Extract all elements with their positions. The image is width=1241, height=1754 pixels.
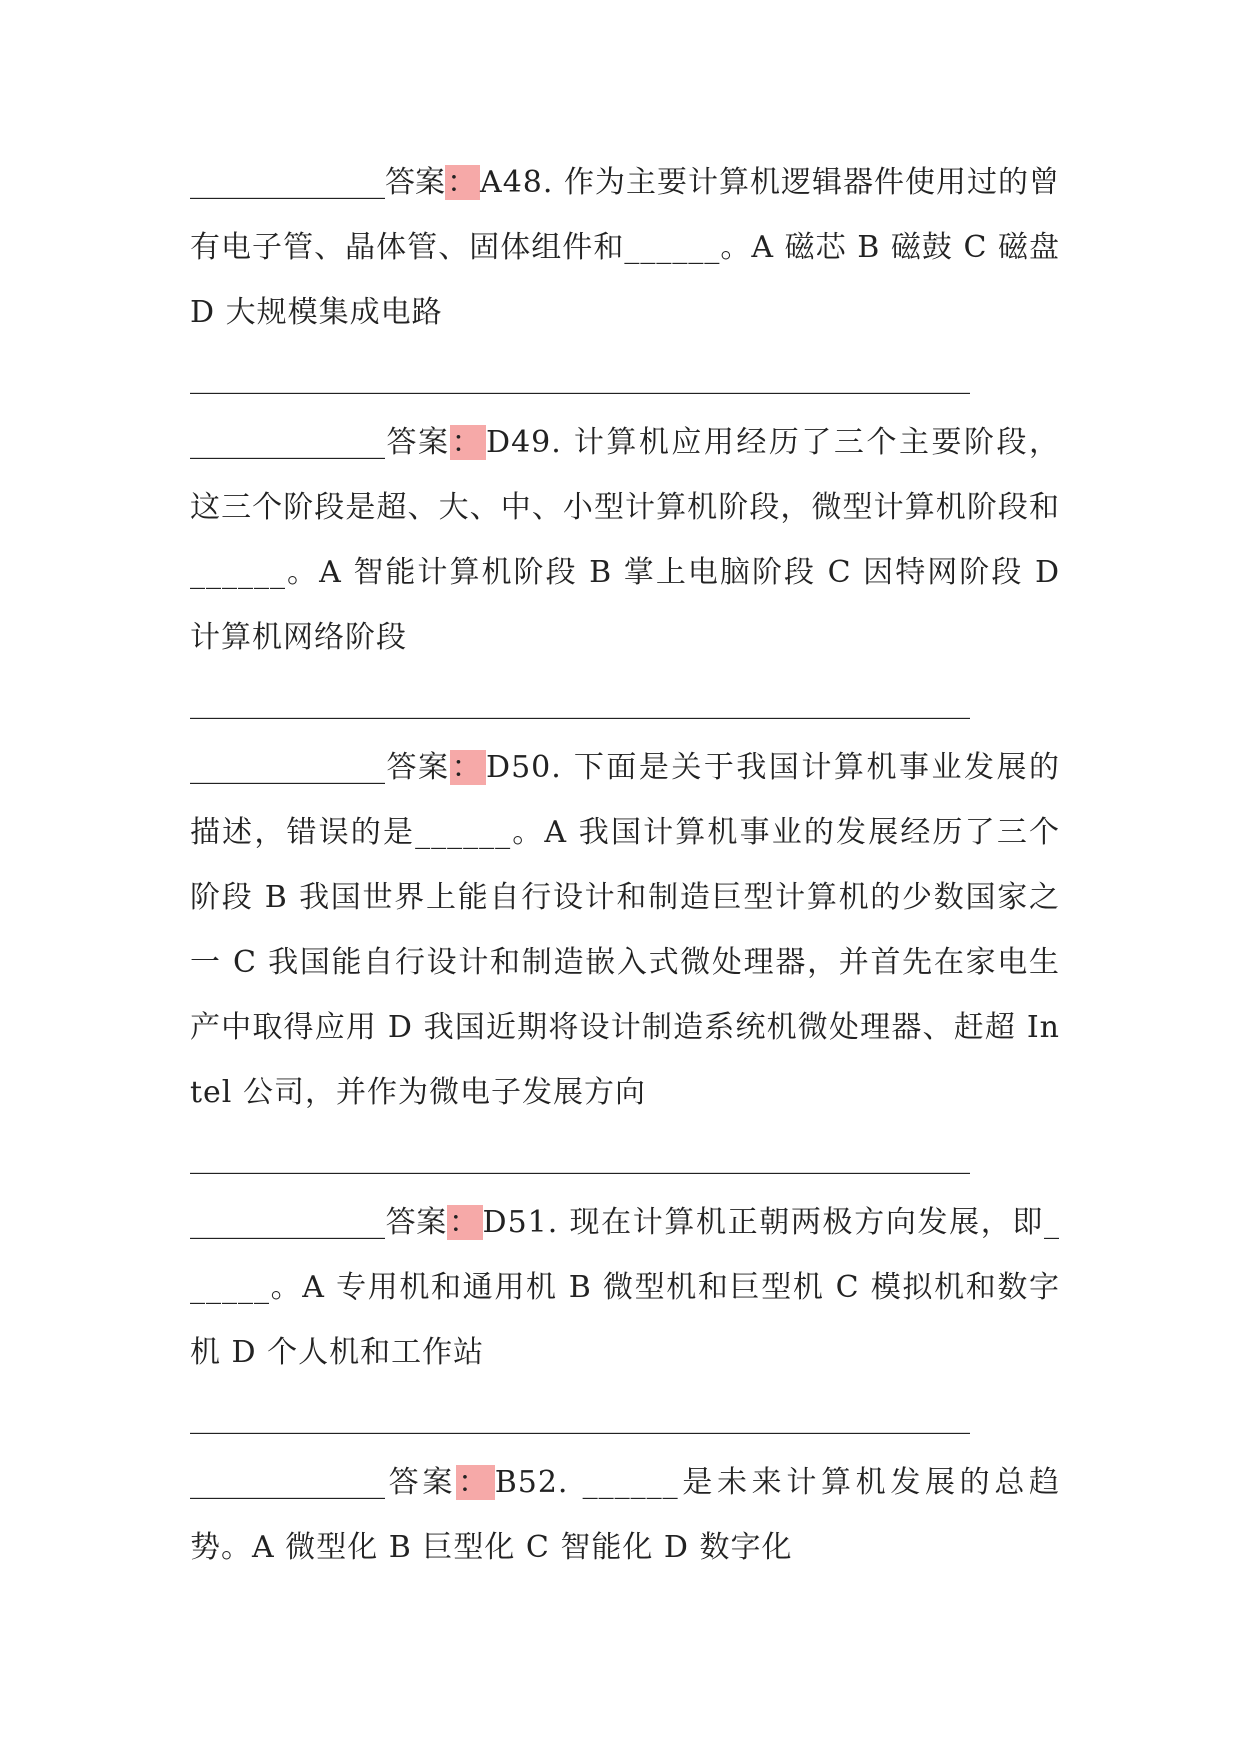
question-text: D51. 现在计算机正朝两极方向发展，即______。A 专用机和通用机 B 微型机和巨型机 C 模拟机和数字机 D 个人机和工作站 (190, 1205, 1060, 1370)
question-text: B52. ______是未来计算机发展的总趋势。A 微型化 B 巨型化 C 智能化 D 数字化 (190, 1465, 1061, 1565)
question-text: D49. 计算机应用经历了三个主要阶段，这三个阶段是超、大、中、小型计算机阶段，微型计算机阶段和______。A 智能计算机阶段 B 掌上电脑阶段 C 因特网阶段 D 计算机网络阶段 (190, 425, 1060, 655)
answer-prefix: _____________答案 (190, 1205, 447, 1240)
highlighted-colon: ： (448, 1205, 481, 1240)
highlighted-colon: ： (451, 750, 485, 785)
question-list (190, 150, 1060, 1580)
highlighted-colon: ： (447, 165, 479, 200)
question-text: D50. 下面是关于我国计算机事业发展的描述，错误的是______。A 我国计算机事业的发展经历了三个阶段 B 我国世界上能自行设计和制造巨型计算机的少数国家之一 C 我国能自行设计和制造嵌入式微处理器，并首先在家电生产中取得应用 D 我国近期将设计制造系统机微处理器、赶超 Intel 公司，并作为微电子发展方向 (190, 750, 1060, 1110)
separator-line: ____________________________________________________ (190, 360, 970, 395)
question-text: A48. 作为主要计算机逻辑器件使用过的曾有电子管、晶体管、固体组件和______。A 磁芯 B 磁鼓 C 磁盘 D 大规模集成电路 (190, 165, 1061, 330)
separator-line: ____________________________________________________ (190, 1400, 970, 1435)
answer-prefix: _____________答案 (190, 425, 450, 460)
separator-line: ____________________________________________________ (190, 1140, 970, 1175)
question-block-50 (190, 735, 1060, 1125)
question-block-52 (190, 1450, 1060, 1580)
answer-prefix: _____________答案 (190, 165, 446, 200)
question-block-51 (190, 1190, 1060, 1385)
separator-line: ____________________________________________________ (190, 685, 970, 720)
question-block-49 (190, 410, 1060, 670)
highlighted-colon: ： (458, 1465, 493, 1500)
highlighted-colon: ： (451, 425, 485, 460)
question-block-48 (190, 150, 1060, 345)
answer-prefix: _____________答案 (190, 750, 450, 785)
answer-prefix: _____________答案 (190, 1465, 457, 1500)
